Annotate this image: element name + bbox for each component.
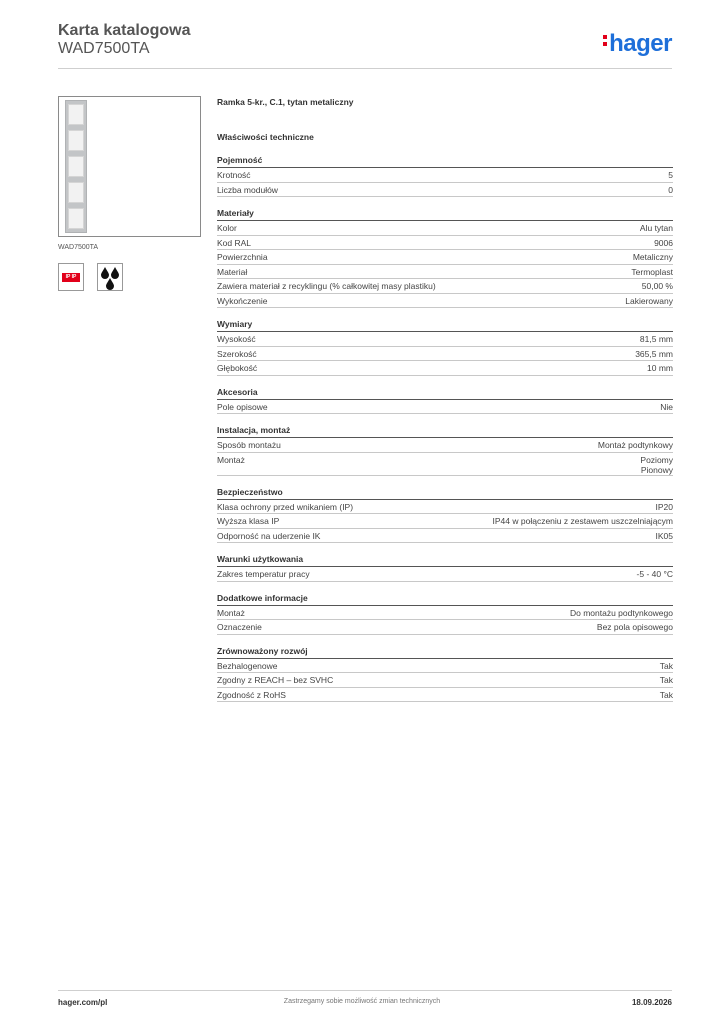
- spec-group-title: Akcesoria: [217, 387, 673, 400]
- spec-row: [217, 361, 673, 376]
- spec-row: [217, 438, 673, 453]
- footer-disclaimer: Zastrzegamy sobie możliwość zmian technicznych: [283, 998, 441, 1005]
- spec-value: 365,5 mm: [635, 348, 673, 359]
- spec-group-title: Warunki użytkowania: [217, 554, 673, 567]
- spec-group-title: Instalacja, montaż: [217, 425, 673, 438]
- spec-row: [217, 294, 673, 309]
- spec-value: Alu tytan: [639, 223, 673, 233]
- spec-row: [217, 688, 673, 703]
- product-image: [58, 96, 201, 237]
- spec-value: Tak: [659, 675, 673, 685]
- spec-row: [217, 514, 673, 529]
- spec-row: [217, 453, 673, 476]
- spec-value: 0: [668, 184, 673, 195]
- spec-label: Sposób montażu: [217, 440, 281, 450]
- spec-row: [217, 168, 673, 183]
- spec-label: Zawiera materiał z recyklingu (% całkowitej masy plastiku): [217, 281, 436, 291]
- spec-row: [217, 250, 673, 265]
- spec-value: 50,00 %: [641, 281, 673, 291]
- header-divider: [58, 68, 672, 69]
- section-title: Właściwości techniczne: [217, 132, 314, 142]
- frame-slot: [68, 104, 84, 125]
- spec-label: Bezhalogenowe: [217, 660, 278, 671]
- frame-slot: [68, 156, 84, 177]
- spec-value: Lakierowany: [625, 295, 673, 306]
- logo-dots-icon: [603, 35, 607, 49]
- spec-row: [217, 659, 673, 674]
- spec-row: [217, 265, 673, 280]
- spec-label: Głębokość: [217, 363, 258, 373]
- spec-group-title: Dodatkowe informacje: [217, 593, 673, 606]
- spec-value: IP44 w połączeniu z zestawem uszczelniającym: [492, 516, 673, 526]
- spec-label: Krotność: [217, 170, 251, 180]
- spec-value: 81,5 mm: [639, 334, 673, 344]
- spec-group-title: Pojemność: [217, 155, 673, 168]
- water-drops-icon: [97, 263, 123, 291]
- spec-label: Powierzchnia: [217, 252, 268, 262]
- spec-label: Wykończenie: [217, 295, 268, 306]
- spec-label: Kod RAL: [217, 237, 252, 248]
- spec-group: [217, 554, 673, 582]
- footer-divider: [58, 990, 672, 991]
- document-header: [58, 22, 190, 58]
- spec-row: [217, 221, 673, 236]
- spec-value: 5: [668, 170, 673, 180]
- spec-value: Poziomy Pionowy: [640, 454, 673, 475]
- spec-value: Metaliczny: [632, 252, 673, 262]
- spec-row: [217, 400, 673, 415]
- frame-slot: [68, 208, 84, 229]
- spec-group-title: Zrównoważony rozwój: [217, 646, 673, 659]
- spec-value: Tak: [659, 689, 673, 700]
- spec-value: Termoplast: [631, 266, 673, 277]
- spec-group: [217, 155, 673, 197]
- spec-value: IK05: [655, 530, 673, 541]
- footer-website: hager.com/pl: [58, 998, 108, 1007]
- spec-row: [217, 279, 673, 294]
- spec-label: Szerokość: [217, 348, 257, 359]
- spec-value: Bez pola opisowego: [596, 622, 673, 632]
- product-name: Ramka 5-kr., C.1, tytan metaliczny: [217, 97, 354, 107]
- spec-label: Zakres temperatur pracy: [217, 569, 310, 579]
- spec-group: [217, 208, 673, 308]
- footer-date: 18.09.2026: [631, 998, 672, 1007]
- spec-label: Montaż: [217, 454, 245, 465]
- spec-value: IP20: [655, 501, 673, 512]
- frame-slot: [68, 182, 84, 203]
- spec-group: [217, 487, 673, 544]
- spec-group: [217, 593, 673, 635]
- spec-label: Montaż: [217, 607, 245, 618]
- spec-value: 10 mm: [647, 363, 673, 373]
- hager-logo: [603, 30, 672, 58]
- spec-row: [217, 606, 673, 621]
- spec-group: [217, 319, 673, 376]
- ip-badge: IP IP: [62, 273, 80, 282]
- spec-row: [217, 236, 673, 251]
- spec-row: [217, 620, 673, 635]
- spec-row: [217, 332, 673, 347]
- spec-label: Wyższa klasa IP: [217, 516, 280, 526]
- spec-row: [217, 500, 673, 515]
- ip-rating-icon: [58, 263, 84, 291]
- spec-label: Zgodność z RoHS: [217, 689, 286, 700]
- spec-value: Nie: [660, 401, 673, 412]
- frame-slot: [68, 130, 84, 151]
- spec-row: [217, 183, 673, 198]
- spec-label: Kolor: [217, 223, 237, 233]
- spec-value: -5 - 40 °C: [636, 569, 673, 579]
- spec-value: Montaż podtynkowy: [597, 440, 673, 450]
- product-code: WAD7500TA: [58, 40, 150, 57]
- spec-label: Materiał: [217, 266, 248, 277]
- spec-groups: [217, 155, 673, 702]
- spec-value: 9006: [654, 237, 673, 248]
- spec-row: [217, 529, 673, 544]
- spec-label: Wysokość: [217, 334, 256, 344]
- spec-group-title: Materiały: [217, 208, 673, 221]
- spec-label: Liczba modułów: [217, 184, 278, 195]
- image-caption: WAD7500TA: [58, 244, 99, 251]
- spec-label: Klasa ochrony przed wnikaniem (IP): [217, 501, 354, 512]
- document-title: Karta katalogowa: [58, 22, 191, 39]
- spec-group-title: Wymiary: [217, 319, 673, 332]
- logo-text: hager: [609, 30, 672, 57]
- spec-group: [217, 425, 673, 476]
- spec-row: [217, 567, 673, 582]
- spec-row: [217, 673, 673, 688]
- spec-group: [217, 387, 673, 415]
- spec-label: Oznaczenie: [217, 622, 262, 632]
- spec-content: [217, 97, 673, 702]
- spec-group-title: Bezpieczeństwo: [217, 487, 673, 500]
- spec-label: Odporność na uderzenie IK: [217, 530, 321, 541]
- spec-row: [217, 347, 673, 362]
- spec-group: [217, 646, 673, 703]
- spec-value: Do montażu podtynkowego: [569, 607, 673, 618]
- spec-label: Zgodny z REACH – bez SVHC: [217, 675, 334, 685]
- spec-value: Tak: [659, 660, 673, 671]
- frame-illustration: [65, 100, 87, 233]
- spec-label: Pole opisowe: [217, 401, 268, 412]
